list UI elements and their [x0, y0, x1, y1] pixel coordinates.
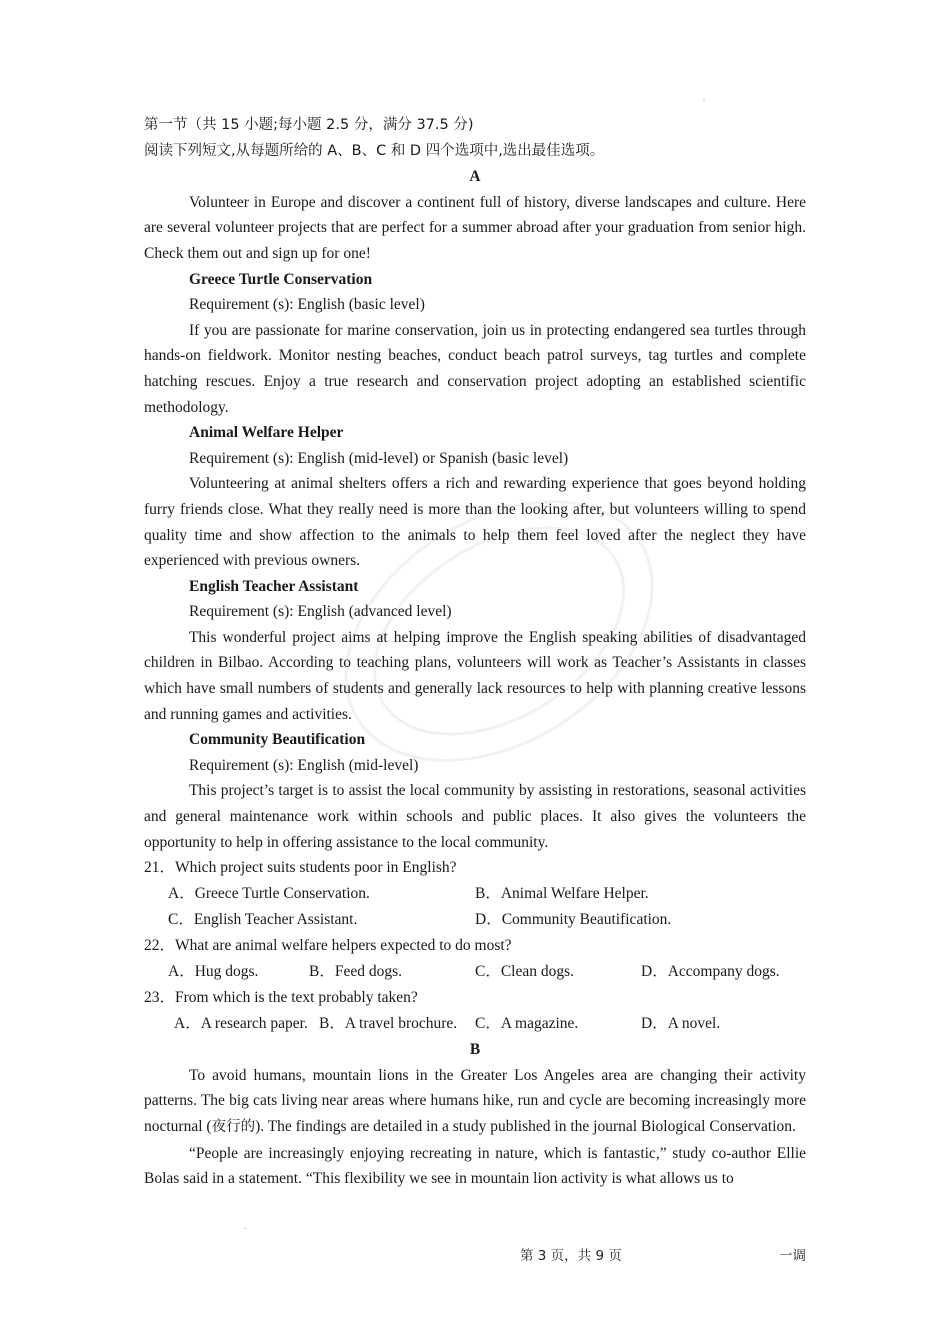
project-title: English Teacher Assistant	[189, 577, 359, 595]
option-c[interactable]: C．English Teacher Assistant.	[168, 911, 358, 929]
project-community	[144, 727, 806, 855]
cjk-gloss: 夜行的	[211, 1119, 256, 1135]
project-title: Greece Turtle Conservation	[189, 270, 373, 288]
question-stem: 23．From which is the text probably taken?	[144, 989, 418, 1007]
scan-speck	[703, 99, 705, 100]
project-animal-welfare	[144, 420, 806, 574]
option-a[interactable]: A．A research paper.	[174, 1015, 308, 1033]
project-description: This project’s target is to assist the local community by assisting in restorations, seasonal activities and general maintenance work within schools and public places. It also gives the volunteers the opportunity to help in offering assistance to the local community.	[144, 782, 806, 851]
project-requirement: Requirement (s): English (basic level)	[189, 296, 425, 314]
question-22	[144, 933, 806, 985]
project-greece-turtle	[144, 267, 806, 421]
scan-speck	[244, 1228, 246, 1229]
option-row	[144, 1011, 806, 1037]
option-c[interactable]: C．Clean dogs.	[475, 963, 575, 981]
passage-b-letter: B	[469, 1041, 481, 1059]
option-d[interactable]: D．Accompany dogs.	[641, 963, 780, 981]
project-title: Community Beautification	[189, 731, 366, 749]
project-title: Animal Welfare Helper	[189, 424, 344, 442]
passage-b-paragraph-2: “People are increasingly enjoying recreating in nature, which is fantastic,” study co-author Ellie Bolas said in a statement. “This flexibility we see in mountain lion activity is what allows us to	[144, 1144, 806, 1188]
project-description: Volunteering at animal shelters offers a rich and rewarding experience that goes beyond holding furry friends close. What they really need is more than the looking after, but volunteers willing to spend quality time and show affection to the animals to help them feel loved after the neglect they have experienced with previous owners.	[144, 475, 806, 570]
option-d[interactable]: D．A novel.	[641, 1015, 721, 1033]
question-stem: 21．Which project suits students poor in English?	[144, 859, 457, 877]
exam-tag: 一调	[779, 1248, 806, 1264]
page-number: 第 3 页，共 9 页	[520, 1248, 622, 1264]
option-row	[144, 881, 806, 907]
project-requirement: Requirement (s): English (mid-level) or Spanish (basic level)	[189, 449, 569, 467]
page-content	[144, 113, 806, 1192]
option-a[interactable]: A．Greece Turtle Conservation.	[168, 885, 370, 903]
passage-a-intro: Volunteer in Europe and discover a continent full of history, diverse landscapes and culture. Here are several volunteer projects that are perfect for a summer abroad after your graduation from senior high. Check them out and sign up for one!	[144, 193, 806, 262]
question-stem: 22．What are animal welfare helpers expected to do most?	[144, 937, 512, 955]
project-description: This wonderful project aims at helping improve the English speaking abilities of disadvantaged children in Bilbao. According to teaching plans, volunteers will work as Teacher’s Assistants in classes which have small numbers of students and generally lack resources to help with planning creative lessons and running games and activities.	[144, 628, 806, 723]
question-21	[144, 855, 806, 933]
option-a[interactable]: A．Hug dogs.	[168, 963, 259, 981]
option-b[interactable]: B．A travel brochure.	[319, 1015, 458, 1033]
option-row	[144, 907, 806, 933]
section-instruction: 阅读下列短文,从每题所给的 A、B、C 和 D 四个选项中,选出最佳选项。	[144, 142, 605, 159]
option-d[interactable]: D．Community Beautification.	[475, 911, 672, 929]
option-b[interactable]: B．Animal Welfare Helper.	[475, 885, 649, 903]
question-23	[144, 985, 806, 1037]
option-row	[144, 959, 806, 985]
option-c[interactable]: C．A magazine.	[475, 1015, 579, 1033]
project-description: If you are passionate for marine conservation, join us in protecting endangered sea turtles through hands-on fieldwork. Monitor nesting beaches, conduct beach patrol surveys, tag turtles and complete hatching rescues. Enjoy a true research and conservation project adopting an established scientific methodology.	[144, 321, 806, 416]
paragraph-text: ). The findings are detailed in a study published in the journal Biological Conservation.	[255, 1118, 796, 1135]
section-title: 第一节（共 15 小题;每小题 2.5 分，满分 37.5 分)	[144, 117, 474, 133]
option-b[interactable]: B．Feed dogs.	[309, 963, 403, 981]
project-english-teacher	[144, 574, 806, 728]
project-requirement: Requirement (s): English (mid-level)	[189, 756, 419, 774]
project-requirement: Requirement (s): English (advanced level)	[189, 603, 452, 621]
passage-b-paragraph-1	[144, 1063, 806, 1141]
paragraph-text: To avoid humans, mountain lions in the Greater Los Angeles area are changing their activity patterns. The big cats living near areas where humans hike, run and cycle are becoming increasingly more nocturnal (	[144, 1066, 806, 1135]
passage-a-letter: A	[469, 168, 481, 186]
